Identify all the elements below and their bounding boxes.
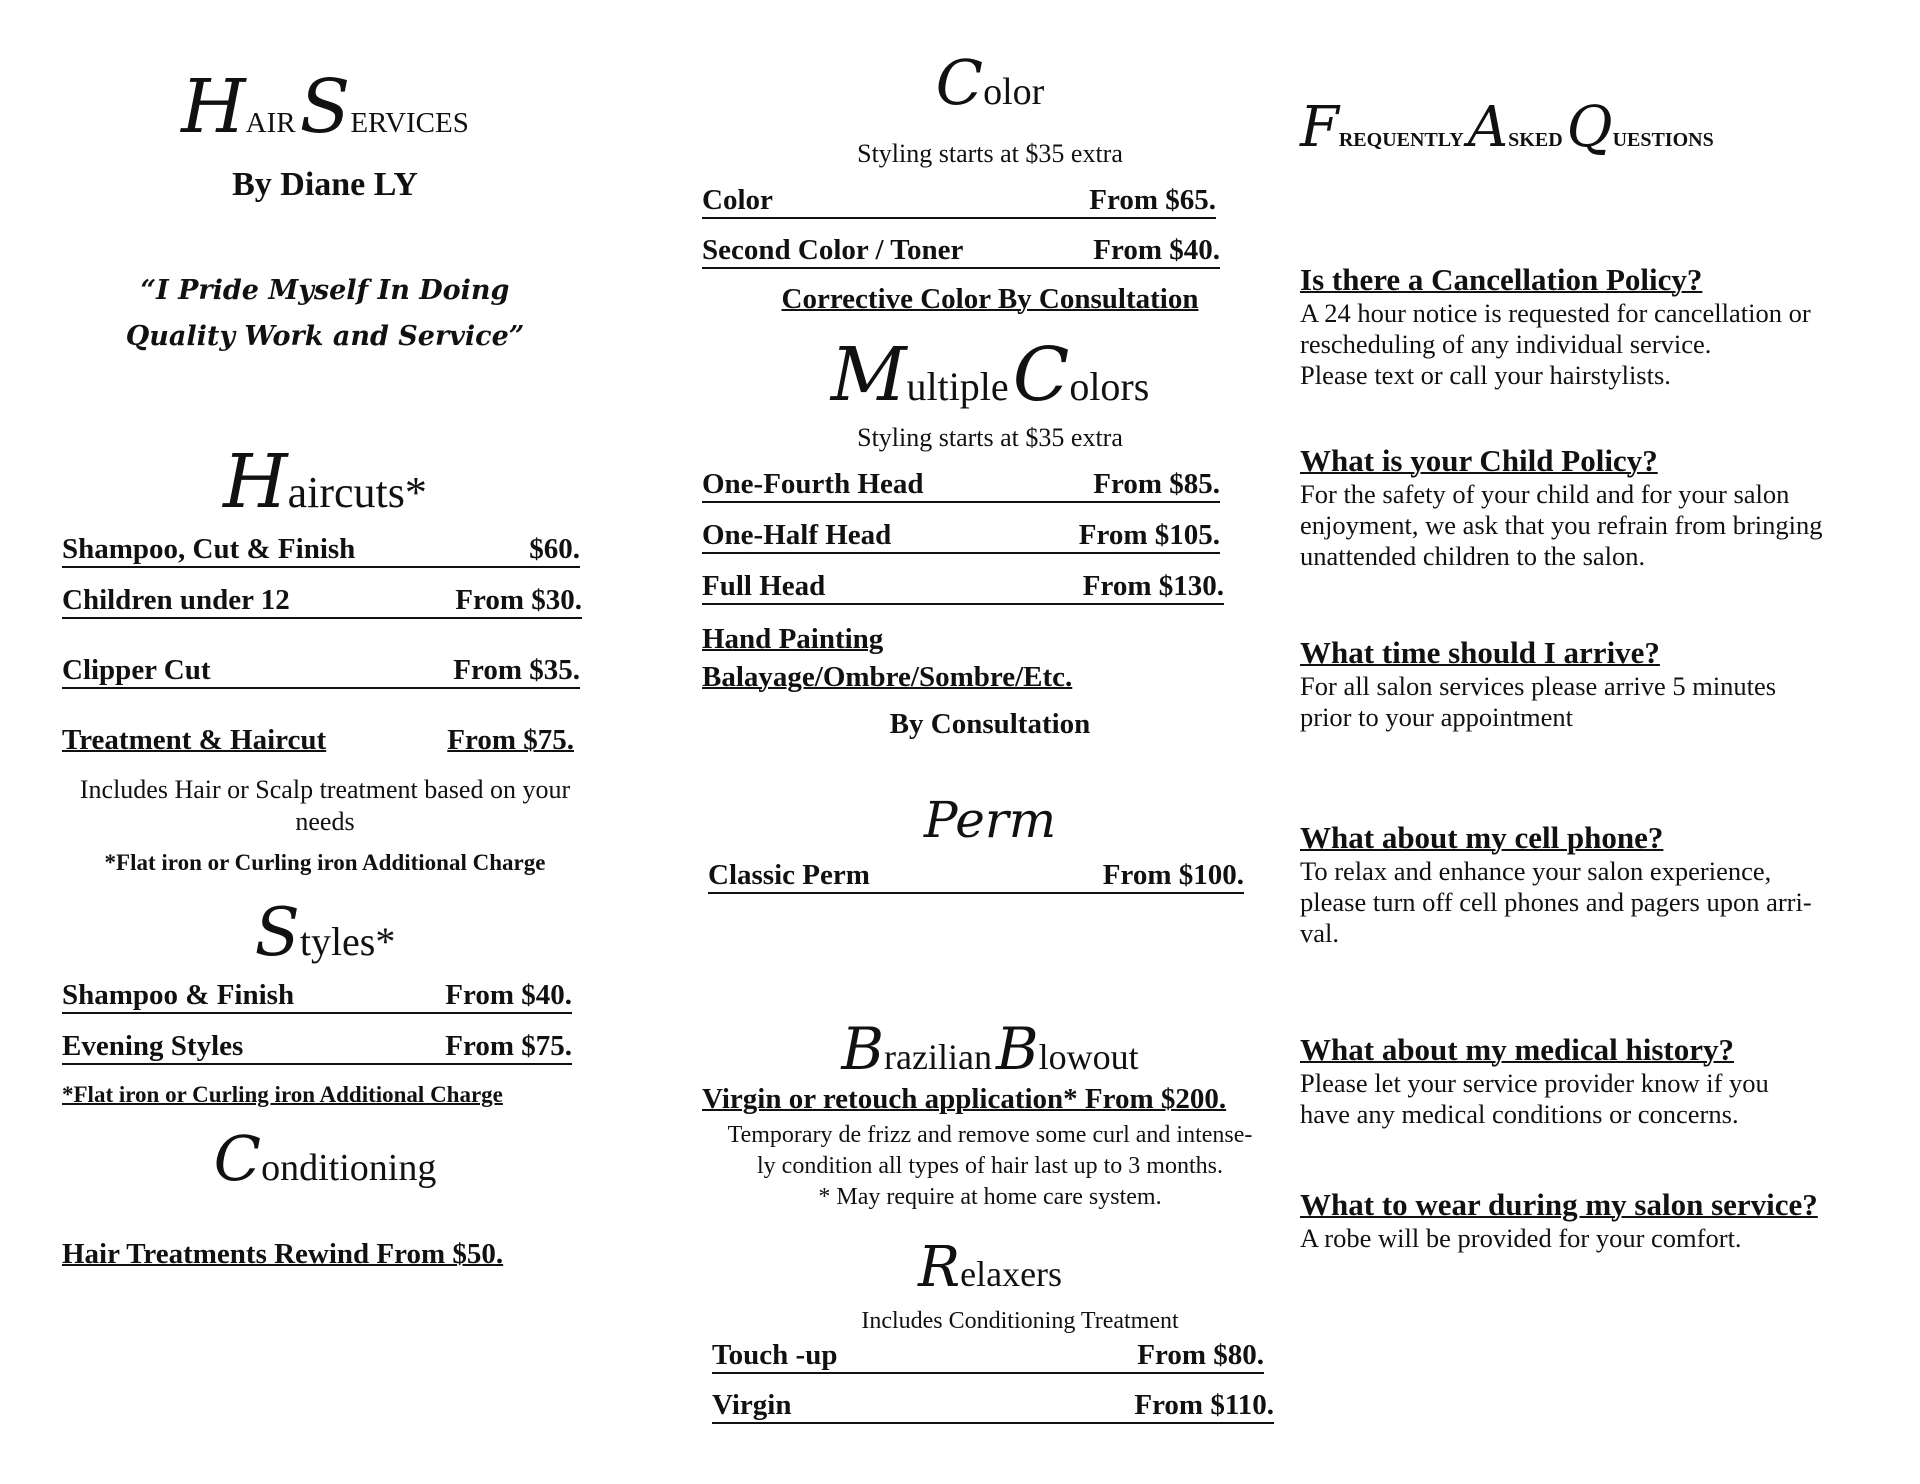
brazilian-note-line-3: * May require at home care system.	[818, 1184, 1162, 1210]
service-name: Touch -up	[712, 1339, 838, 1371]
treatment-note: Includes Hair or Scalp treatment based on your needs	[79, 775, 571, 836]
brazilian-heading	[700, 1015, 1280, 1083]
by-consultation: By Consultation	[889, 708, 1091, 740]
service-price: From $100.	[1102, 859, 1244, 891]
title-initial-h: H	[181, 64, 246, 150]
service-name: One-Fourth Head	[702, 468, 924, 500]
service-name: Shampoo, Cut & Finish	[62, 533, 356, 565]
service-row	[62, 583, 582, 619]
colors-rest: olors	[1069, 364, 1150, 409]
quote-line-1: “I Pride Myself In Doing	[140, 275, 510, 306]
service-row	[62, 653, 580, 689]
faq-initial-q: Q	[1566, 95, 1613, 160]
service-name: One-Half Head	[702, 519, 892, 551]
faq-rest-uestions: uestions	[1612, 121, 1714, 153]
quote-line-2: Quality Work and Service”	[125, 321, 525, 352]
faq-initial-a: A	[1467, 95, 1509, 160]
faq-answer-line: val.	[1300, 918, 1339, 948]
color-rest: olor	[983, 71, 1045, 113]
byline: By Diane LY	[232, 166, 418, 203]
styles-extra-charge: *Flat iron or Curling iron Additional Charge	[62, 1082, 503, 1107]
service-price: From $80.	[1137, 1339, 1264, 1371]
faq-rest-requently: requently	[1338, 121, 1464, 153]
service-price: From $110.	[1134, 1389, 1274, 1421]
faq-question: What to wear during my salon service?	[1300, 1187, 1818, 1222]
faq-question: What about my medical history?	[1300, 1032, 1734, 1067]
conditioning-heading	[60, 1122, 590, 1195]
service-price: From $85.	[1093, 468, 1220, 500]
faq-answer-line: please turn off cell phones and pagers upon arri-	[1300, 887, 1812, 917]
faq-answer-line: To relax and enhance your salon experience,	[1300, 856, 1772, 886]
styles-rest: tyles*	[299, 919, 396, 964]
corrective-color: Corrective Color By Consultation	[781, 283, 1199, 315]
faq-answer-line: For the safety of your child and for your salon	[1300, 479, 1790, 509]
service-name: Second Color / Toner	[702, 234, 964, 266]
haircuts-heading	[60, 439, 590, 525]
faq-rest-sked: sked	[1508, 121, 1563, 153]
faq-question: What time should I arrive?	[1300, 635, 1660, 670]
faq-answer-line: A 24 hour notice is requested for cancellation or	[1300, 298, 1811, 328]
service-name: Full Head	[702, 570, 826, 602]
multiple-colors-heading	[700, 332, 1280, 418]
brazilian-initial: B	[841, 1015, 885, 1083]
colors-initial: C	[1012, 332, 1070, 418]
service-price: From $130.	[1082, 570, 1224, 602]
color-styling-note: Styling starts at $35 extra	[857, 139, 1123, 168]
service-name: Virgin	[712, 1389, 792, 1421]
faq-initial-f: F	[1300, 95, 1339, 160]
conditioning-initial: C	[213, 1122, 262, 1195]
service-row	[712, 1338, 1264, 1374]
service-price: From $105.	[1078, 519, 1220, 551]
brazilian-rest: razilian	[884, 1037, 992, 1077]
faq-item	[1300, 820, 1900, 949]
title-rest-air: air	[245, 96, 296, 142]
service-row	[62, 978, 572, 1014]
faq-item	[1300, 443, 1900, 572]
service-price: From $75.	[447, 724, 574, 756]
faq-answer-line: Please text or call your hairstylists.	[1300, 360, 1671, 390]
service-row	[62, 723, 574, 757]
faq-question: What is your Child Policy?	[1300, 443, 1658, 478]
haircuts-rest: aircuts*	[287, 468, 427, 517]
blowout-initial: B	[995, 1015, 1039, 1083]
faq-answer-line: enjoyment, we ask that you refrain from bringing	[1300, 510, 1823, 540]
relaxers-rest: elaxers	[960, 1254, 1063, 1294]
hand-painting-line-2: Balayage/Ombre/Sombre/Etc.	[702, 661, 1073, 693]
service-row	[708, 858, 1244, 894]
brazilian-note-line-2: ly condition all types of hair last up to 3 months.	[757, 1153, 1223, 1179]
faq-item	[1300, 635, 1900, 733]
hand-painting	[702, 620, 1072, 696]
faq-answer-line: prior to your appointment	[1300, 702, 1574, 732]
styles-heading	[60, 894, 590, 971]
service-price: From $30.	[455, 584, 582, 616]
service-price: $60.	[529, 533, 580, 565]
haircuts-initial: H	[223, 439, 288, 525]
service-row	[702, 518, 1220, 554]
brazilian-note	[700, 1120, 1280, 1213]
faq-answer-line: rescheduling of any individual service.	[1300, 329, 1712, 359]
title-rest-services: ervices	[350, 96, 469, 142]
conditioning-rest: onditioning	[261, 1147, 437, 1189]
service-row	[712, 1388, 1274, 1424]
service-row	[702, 467, 1220, 503]
service-name: Clipper Cut	[62, 654, 211, 686]
faq-item	[1300, 262, 1900, 391]
faq-heading	[1300, 95, 1714, 160]
tagline-quote	[60, 268, 590, 360]
service-price: From $65.	[1089, 184, 1216, 216]
service-price: From $40.	[445, 979, 572, 1011]
faq-item	[1300, 1032, 1900, 1130]
service-name: Treatment & Haircut	[62, 724, 327, 756]
title-initial-s: S	[299, 64, 351, 150]
service-price: From $75.	[445, 1030, 572, 1062]
faq-item	[1300, 1187, 1900, 1254]
service-name: Color	[702, 184, 773, 216]
faq-question: Is there a Cancellation Policy?	[1300, 262, 1703, 297]
relaxers-initial: R	[917, 1235, 961, 1300]
perm-heading	[700, 791, 1280, 849]
brazilian-note-line-1: Temporary de frizz and remove some curl and intense-	[727, 1122, 1253, 1148]
conditioning-item: Hair Treatments Rewind From $50.	[62, 1238, 504, 1270]
multiple-initial: M	[830, 332, 907, 418]
faq-answer-line: Please let your service provider know if you	[1300, 1068, 1769, 1098]
relaxers-note: Includes Conditioning Treatment	[861, 1308, 1179, 1334]
perm-title: Perm	[923, 791, 1057, 849]
service-row	[702, 569, 1224, 605]
service-price: From $40.	[1093, 234, 1220, 266]
faq-question: What about my cell phone?	[1300, 820, 1664, 855]
main-title	[60, 64, 590, 150]
multiple-styling-note: Styling starts at $35 extra	[857, 423, 1123, 452]
multiple-rest: ultiple	[906, 364, 1009, 409]
color-initial: C	[935, 46, 984, 119]
service-name: Classic Perm	[708, 859, 870, 891]
service-row	[62, 532, 580, 568]
service-name: Evening Styles	[62, 1030, 244, 1062]
service-name: Children under 12	[62, 584, 290, 616]
service-row	[702, 233, 1220, 269]
brazilian-item: Virgin or retouch application* From $200.	[702, 1083, 1227, 1115]
relaxers-heading	[700, 1235, 1280, 1300]
service-name: Shampoo & Finish	[62, 979, 295, 1011]
color-heading	[700, 46, 1280, 119]
service-price: From $35.	[453, 654, 580, 686]
faq-answer-line: For all salon services please arrive 5 minutes	[1300, 671, 1777, 701]
service-row	[702, 183, 1216, 219]
faq-answer-line: unattended children to the salon.	[1300, 541, 1646, 571]
faq-answer-line: have any medical conditions or concerns.	[1300, 1099, 1739, 1129]
service-row	[62, 1029, 572, 1065]
haircuts-extra-charge: *Flat iron or Curling iron Additional Charge	[104, 850, 546, 875]
faq-answer-line: A robe will be provided for your comfort.	[1300, 1223, 1742, 1253]
hand-painting-line-1: Hand Painting	[702, 623, 884, 655]
styles-initial: S	[254, 894, 300, 971]
blowout-rest: lowout	[1038, 1037, 1139, 1077]
